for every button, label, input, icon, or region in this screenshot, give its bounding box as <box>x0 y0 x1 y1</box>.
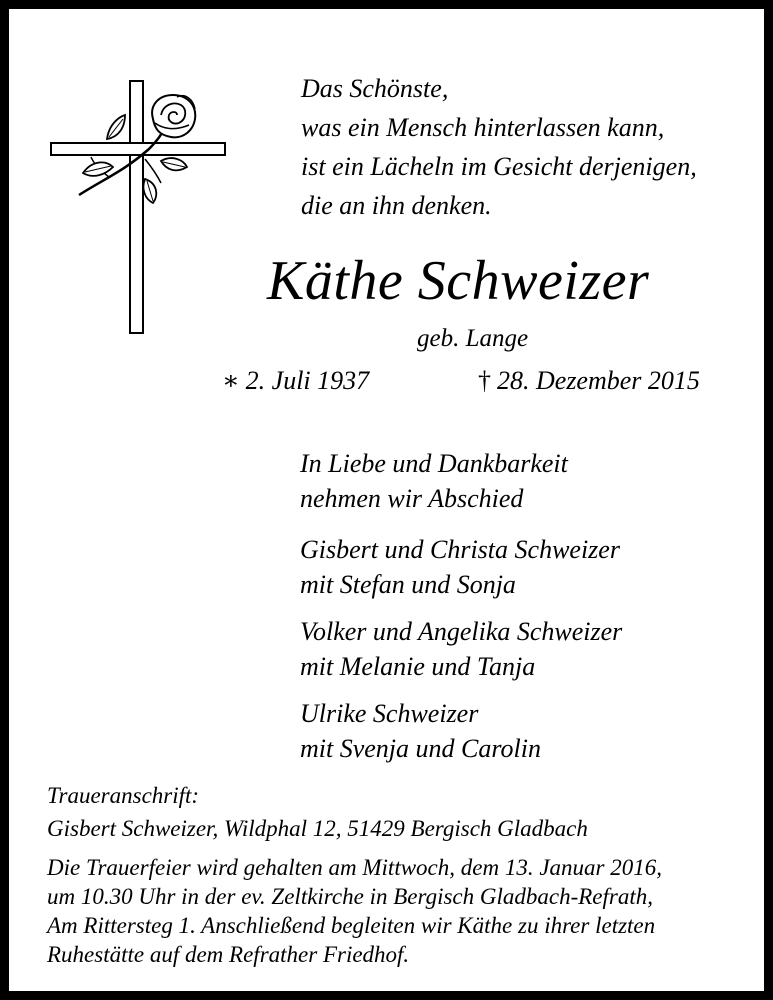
verse-line: was ein Mensch hinterlassen kann, <box>301 113 665 142</box>
mourner-line: In Liebe und Dankbarkeit <box>300 449 568 478</box>
death-dagger-icon: † <box>478 366 491 395</box>
ceremony-line: Ruhestätte auf dem Refrather Friedhof. <box>47 942 410 967</box>
birth-star-icon: ∗ <box>222 366 240 395</box>
mourner-line: mit Svenja und Carolin <box>300 734 541 763</box>
verse <box>301 69 697 225</box>
death-date-text: 28. Dezember 2015 <box>497 366 700 395</box>
mourning-address <box>47 779 588 845</box>
mourner-group <box>300 696 541 766</box>
cross-with-rose-icon <box>49 79 229 339</box>
mourner-line: Gisbert und Christa Schweizer <box>300 535 620 564</box>
birth-date <box>222 365 369 397</box>
ceremony-line: Am Rittersteg 1. Anschließend begleiten wir Käthe zu ihrer letzten <box>47 913 656 938</box>
deceased-name: Käthe Schweizer <box>267 250 650 312</box>
mourner-group <box>300 532 620 602</box>
address-value: Gisbert Schweizer, Wildphal 12, 51429 Bergisch Gladbach <box>47 816 588 841</box>
ceremony-line: um 10.30 Uhr in der ev. Zeltkirche in Bergisch Gladbach-Refrath, <box>47 884 653 909</box>
death-date <box>478 365 700 397</box>
maiden-name: geb. Lange <box>417 325 529 352</box>
mourner-line: nehmen wir Abschied <box>300 484 524 513</box>
mourner-line: Volker und Angelika Schweizer <box>300 617 623 646</box>
mourner-group <box>300 614 622 684</box>
ceremony-info <box>47 853 662 969</box>
mourner-line: Ulrike Schweizer <box>300 699 479 728</box>
birth-date-text: 2. Juli 1937 <box>245 366 370 395</box>
verse-line: Das Schönste, <box>301 74 449 103</box>
farewell-text <box>300 446 568 516</box>
verse-line: ist ein Lächeln im Gesicht derjenigen, <box>301 152 697 181</box>
verse-line: die an ihn denken. <box>301 191 492 220</box>
mourner-line: mit Melanie und Tanja <box>300 652 536 681</box>
ceremony-line: Die Trauerfeier wird gehalten am Mittwoch, dem 13. Januar 2016, <box>47 855 662 880</box>
address-label: Traueranschrift: <box>47 783 200 808</box>
mourner-line: mit Stefan und Sonja <box>300 570 516 599</box>
